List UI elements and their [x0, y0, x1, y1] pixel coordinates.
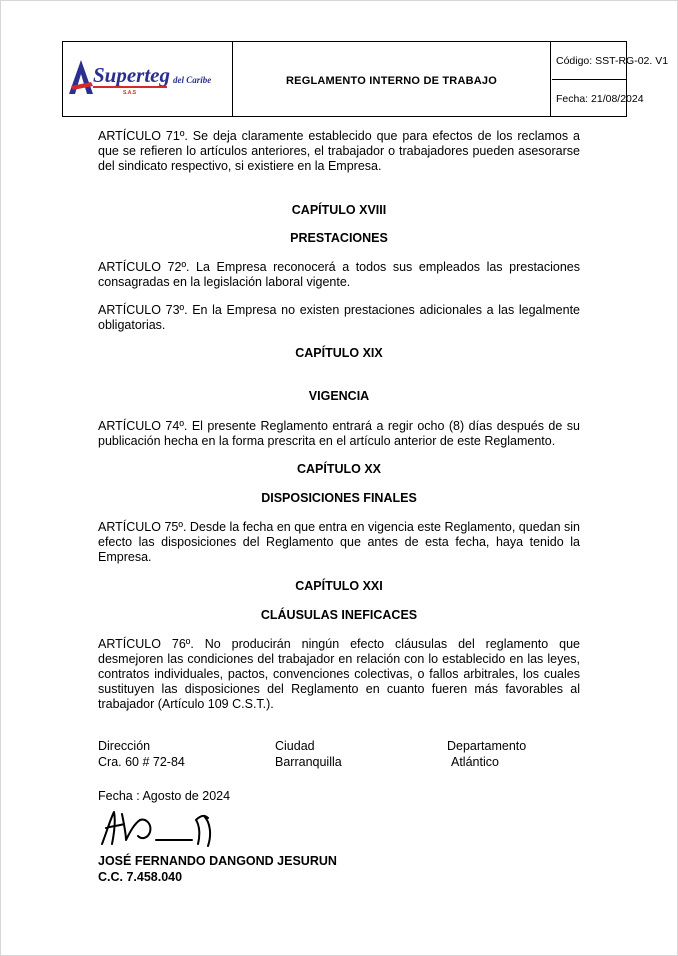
signature-icon — [96, 806, 236, 850]
article-73: ARTÍCULO 73º. En la Empresa no existen prestaciones adicionales a las legalmente obligatorias. — [98, 303, 580, 332]
prestaciones-heading: PRESTACIONES — [290, 231, 388, 245]
document-header — [62, 41, 669, 117]
article-75: ARTÍCULO 75º. Desde la fecha en que entra en vigencia este Reglamento, quedan sin efecto las disposiciones del Reglamento que antes de esta fecha, haya tenido la Empresa. — [98, 520, 580, 564]
article-76: ARTÍCULO 76º. No producirán ningún efecto cláusulas del reglamento que desmejoren las condiciones del trabajador en relación con lo establecido en las leyes, contratos individuales, pactos, convenciones colectivas, o fallos arbitrales, los cuales sustituyen las disposiciones del Reglamento en cuanto fueren más favorables al trabajador (Artículo 109 C.S.T.). — [98, 637, 580, 711]
article-74: ARTÍCULO 74º. El presente Reglamento entrará a regir ocho (8) días después de su publicación hecha en la forma prescrita en el artículo anterior de este Reglamento. — [98, 419, 580, 448]
logo-cell — [63, 42, 233, 116]
direccion-value: Cra. 60 # 72-84 — [98, 755, 185, 769]
svg-text:Superteg: Superteg — [93, 63, 171, 87]
departamento-label: Departamento — [447, 739, 527, 753]
chapter-19-heading: CAPÍTULO XIX — [295, 346, 383, 360]
article-71: ARTÍCULO 71º. Se deja claramente establecido que para efectos de los reclamos a que se refieren lo artículos anteriores, el trabajador o trabajadores pueden asesorarse del sindicato respectivo, si existiere en la Empresa. — [98, 129, 580, 173]
document-date: Fecha: 21/08/2024 — [556, 92, 644, 105]
company-logo — [67, 52, 227, 100]
ciudad-value: Barranquilla — [275, 755, 342, 769]
signer-name: JOSÉ FERNANDO DANGOND JESURUN — [98, 854, 337, 868]
departamento-value: Atlántico — [451, 755, 499, 769]
chapter-20-heading: CAPÍTULO XX — [296, 462, 382, 476]
vigencia-heading: VIGENCIA — [308, 389, 370, 403]
svg-text:del Caribe: del Caribe — [173, 75, 212, 85]
document-title: REGLAMENTO INTERNO DE TRABAJO — [233, 42, 551, 116]
signer-id: C.C. 7.458.040 — [98, 870, 183, 884]
svg-text:S.A.S: S.A.S — [123, 90, 137, 96]
fecha-line: Fecha : Agosto de 2024 — [98, 789, 231, 803]
chapter-18-heading: CAPÍTULO XVIII — [291, 203, 387, 217]
disposiciones-finales-heading: DISPOSICIONES FINALES — [261, 491, 417, 505]
chapter-21-heading: CAPÍTULO XXI — [295, 579, 383, 593]
ciudad-label: Ciudad — [275, 739, 315, 753]
document-code: Código: SST-RG-02. V1 — [552, 42, 626, 80]
direccion-label: Dirección — [98, 739, 151, 753]
clausulas-ineficaces-heading: CLÁUSULAS INEFICACES — [260, 608, 418, 622]
article-72: ARTÍCULO 72º. La Empresa reconocerá a todos sus empleados las prestaciones consagradas en la legislación laboral vigente. — [98, 260, 580, 289]
